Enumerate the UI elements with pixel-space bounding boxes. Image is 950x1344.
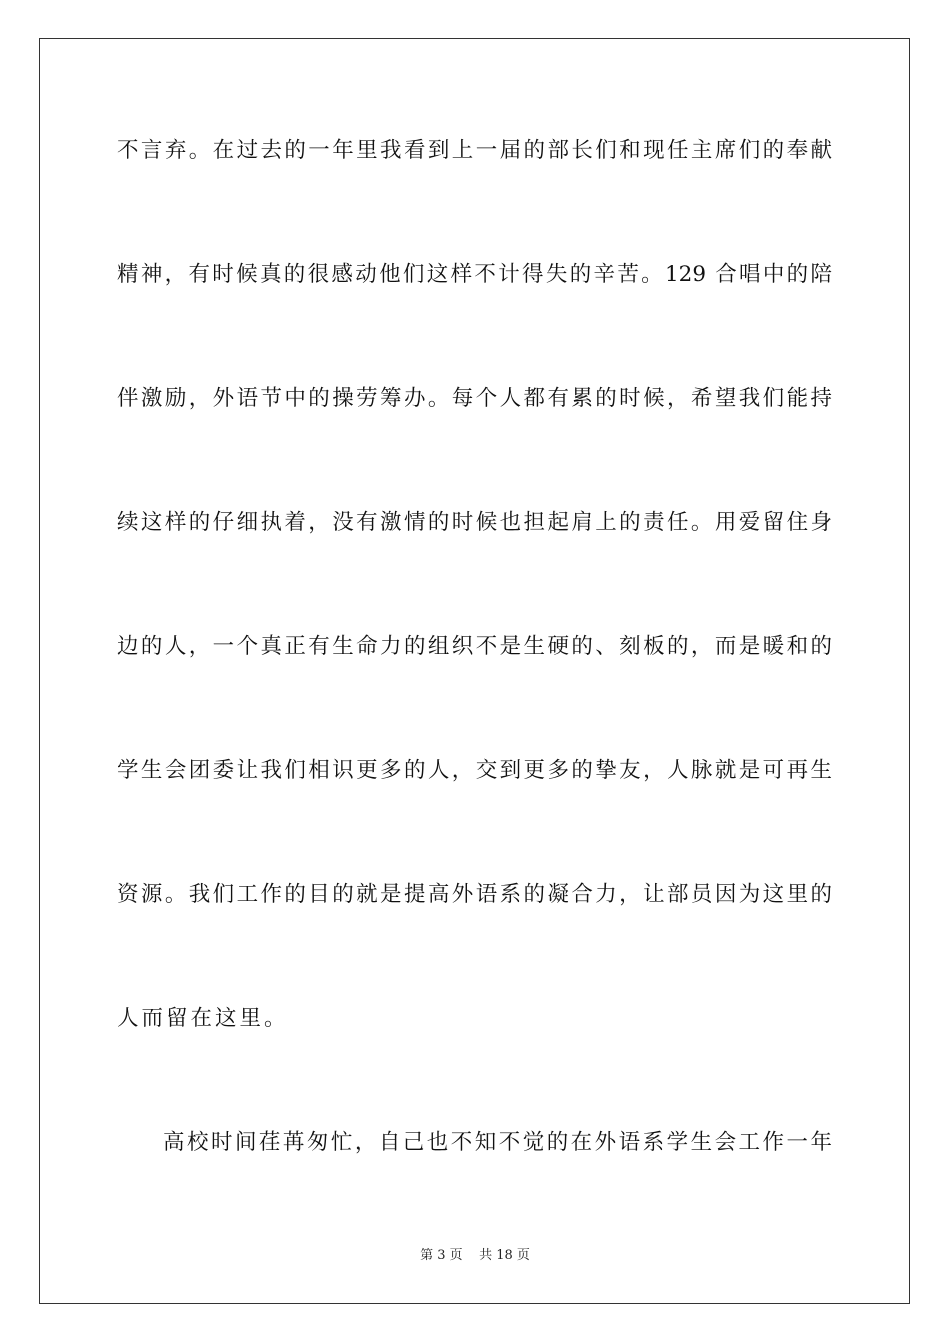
page-border [39,38,910,1304]
text-line: 精神，有时候真的很感动他们这样不计得失的辛苦。129 合唱中的陪 [117,262,832,287]
text-line: 资源。我们工作的目的就是提高外语系的凝合力，让部员因为这里的 [117,882,832,907]
text-line-paragraph-start: 高校时间荏苒匆忙，自己也不知不觉的在外语系学生会工作一年 [163,1130,832,1155]
text-line: 续这样的仔细执着，没有激情的时候也担起肩上的责任。用爱留住身 [117,510,832,535]
text-line: 不言弃。在过去的一年里我看到上一届的部长们和现任主席们的奉献 [117,138,832,163]
text-line-paragraph-end: 人而留在这里。 [117,1006,289,1031]
text-line: 伴激励，外语节中的操劳筹办。每个人都有累的时候，希望我们能持 [117,386,832,411]
text-line: 学生会团委让我们相识更多的人，交到更多的挚友，人脉就是可再生 [117,758,832,783]
page-number-footer: 第 3 页 共 18 页 [420,1248,530,1263]
text-line: 边的人，一个真正有生命力的组织不是生硬的、刻板的，而是暖和的 [117,634,832,659]
